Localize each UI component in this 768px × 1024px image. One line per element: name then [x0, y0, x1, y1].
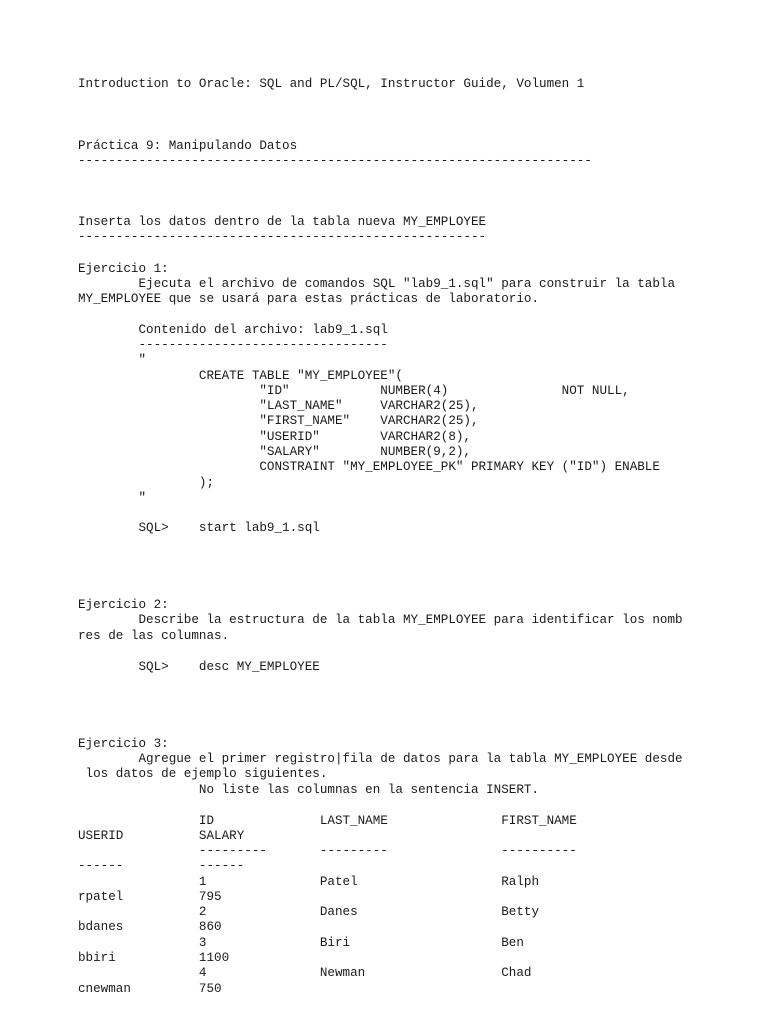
exercise-2-heading: Ejercicio 2: — [78, 598, 169, 612]
section-title: Inserta los datos dentro de la tabla nueva MY_EMPLOYEE — [78, 215, 487, 229]
sql-command: SQL> desc MY_EMPLOYEE — [78, 660, 320, 674]
practice-title: Práctica 9: Manipulando Datos — [78, 139, 298, 153]
table-row: rpatel 795 — [78, 890, 222, 904]
code-line: CREATE TABLE "MY_EMPLOYEE"( — [78, 369, 403, 383]
file-contents-rule: --------------------------------- — [78, 338, 388, 352]
exercise-1-text: Ejecuta el archivo de comandos SQL "lab9_1.sql" para construir la tabla — [78, 277, 676, 291]
code-line: "SALARY" NUMBER(9,2), — [78, 445, 471, 459]
document-title: Introduction to Oracle: SQL and PL/SQL, Instructor Guide, Volumen 1 — [78, 77, 585, 91]
exercise-3-text: los datos de ejemplo siguientes. — [78, 767, 328, 781]
exercise-1-text: MY_EMPLOYEE que se usará para estas prácticas de laboratorio. — [78, 292, 540, 306]
table-row: 2 Danes Betty — [78, 905, 540, 919]
practice-rule: -------------------------------------------------------------------- — [78, 154, 592, 168]
code-line: "ID" NUMBER(4) NOT NULL, — [78, 384, 630, 398]
exercise-2-text: Describe la estructura de la tabla MY_EMPLOYEE para identificar los nomb — [78, 613, 683, 627]
table-row: cnewman 750 — [78, 982, 222, 996]
table-header-line: USERID SALARY — [78, 829, 245, 843]
table-header-line: ID LAST_NAME FIRST_NAME — [78, 814, 577, 828]
table-row: bbiri 1100 — [78, 951, 230, 965]
table-row: 3 Biri Ben — [78, 936, 524, 950]
table-row: bdanes 860 — [78, 920, 222, 934]
exercise-2-text: res de las columnas. — [78, 629, 230, 643]
exercise-3-text: Agregue el primer registro|fila de datos para la tabla MY_EMPLOYEE desde — [78, 752, 683, 766]
table-rule-line: ------ ------ — [78, 859, 245, 873]
exercise-3-heading: Ejercicio 3: — [78, 737, 169, 751]
code-line: ); — [78, 476, 215, 490]
sql-command: SQL> start lab9_1.sql — [78, 521, 320, 535]
table-row: 1 Patel Ralph — [78, 875, 540, 889]
code-quote-close: " — [78, 491, 147, 505]
section-rule: ------------------------------------------------------ — [78, 230, 487, 244]
code-quote-open: " — [78, 353, 147, 367]
code-line: "FIRST_NAME" VARCHAR2(25), — [78, 414, 479, 428]
exercise-1-heading: Ejercicio 1: — [78, 262, 169, 276]
code-line: "LAST_NAME" VARCHAR2(25), — [78, 399, 479, 413]
table-row: 4 Newman Chad — [78, 966, 532, 980]
code-line: CONSTRAINT "MY_EMPLOYEE_PK" PRIMARY KEY ("ID") ENABLE — [78, 460, 660, 474]
exercise-3-text: No liste las columnas en la sentencia INSERT. — [78, 783, 540, 797]
code-line: "USERID" VARCHAR2(8), — [78, 430, 471, 444]
file-contents-label: Contenido del archivo: lab9_1.sql — [78, 323, 388, 337]
table-rule-line: --------- --------- ---------- — [78, 844, 577, 858]
